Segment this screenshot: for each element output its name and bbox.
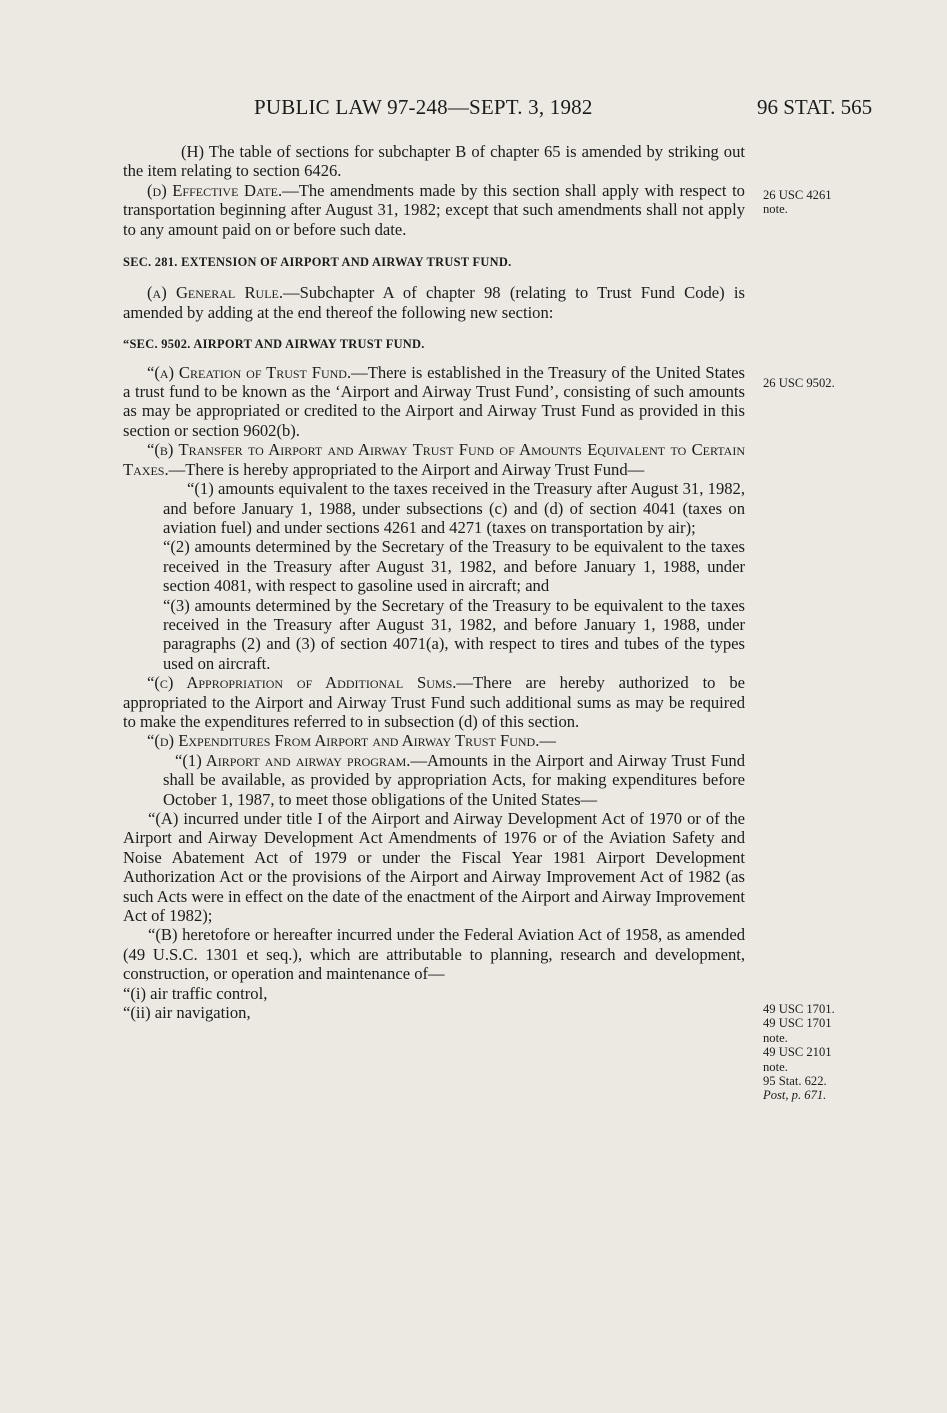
paragraph-general-rule <box>123 283 745 322</box>
appropriation-lead: “(c) Appropriation of Additional Sums. <box>147 673 457 693</box>
general-rule-text: —Subchapter A of chapter 98 (relating to Trust Fund Code) is amended by adding at the end thereof the following new section: <box>123 283 745 322</box>
paragraph-b1: “(1) amounts equivalent to the taxes received in the Treasury after August 31, 1982, and before January 1, 1988, under subsections (c) and (d) of section 4041 (taxes on aviation fuel) and under sections 4261 and 4271 (taxes on transportation by air); <box>163 479 745 537</box>
expenditures-dash: — <box>539 731 556 751</box>
paragraph-dA: “(A) incurred under title I of the Airport and Airway Development Act of 1970 or of the Airport and Airway Development Act Amendments of 1976 or of the Aviation Safety and Noise Abatement Act of 1979 or under the Fiscal Year 1981 Airport Development Authorization Act or the provisions of the Airport and Airway Improvement Act of 1982 (as such Acts were in effect on the date of the enactment of the Airport and Airway Improvement Act of 1982); <box>123 809 745 926</box>
effective-date-lead: (d) Effective Date. <box>147 180 283 200</box>
paragraph-b3: “(3) amounts determined by the Secretary of the Treasury to be equivalent to the taxes received in the Treasury after August 31, 1982, and before January 1, 1988, under paragraphs (2) and (3) of section 4071(a), with respect to tires and tubes of the types used on aircraft. <box>163 595 745 673</box>
section-9502-heading: “SEC. 9502. AIRPORT AND AIRWAY TRUST FUND. <box>123 337 425 352</box>
margin-note-line: 49 USC 1701. <box>763 1002 835 1016</box>
margin-note-26-usc-4261 <box>763 188 832 216</box>
margin-note-26-usc-9502 <box>763 376 835 390</box>
paragraph-di: “(i) air traffic control, <box>123 983 268 1003</box>
margin-note-line <box>763 1088 835 1102</box>
margin-note-line: 49 USC 2101 <box>763 1045 832 1060</box>
main-text-column <box>123 142 745 1022</box>
paragraph-dB: “(B) heretofore or hereafter incurred under the Federal Aviation Act of 1958, as amended (49 U.S.C. 1301 et seq.), which are attributable to planning, research and development, construction, or operation and maintenance of— <box>123 925 745 984</box>
paragraph-b-transfer <box>123 440 745 479</box>
paragraph-c-appropriation <box>123 673 745 731</box>
margin-note-line: 95 Stat. 622. <box>763 1074 827 1089</box>
margin-note-line: 49 USC 1701 <box>763 1016 832 1031</box>
margin-note-49-usc <box>763 1002 835 1103</box>
transfer-text: —There is hereby appropriated to the Airport and Airway Trust Fund— <box>168 459 645 479</box>
margin-note-post-ref: Post, p. 671. <box>763 1088 827 1103</box>
transfer-lead: “(b) Transfer to Airport and Airway Trust Fund of Amounts Equivalent to Certain Taxes. <box>123 440 745 479</box>
paragraph-h: (H) The table of sections for subchapter B of chapter 65 is amended by striking out the item relating to section 6426. <box>123 142 745 181</box>
general-rule-lead: (a) General Rule. <box>147 283 284 303</box>
appropriation-text: —There are hereby authorized to be appropriated to the Airport and Airway Trust Fund such additional sums as may be required to make the expenditures referred to in subsection (d) of this section. <box>123 673 745 731</box>
margin-note-line: note. <box>763 1059 788 1074</box>
paragraph-effective-date <box>123 181 745 239</box>
section-281-heading: SEC. 281. EXTENSION OF AIRPORT AND AIRWAY TRUST FUND. <box>123 255 512 270</box>
creation-text: —There is established in the Treasury of the United States a trust fund to be known as the ‘Airport and Airway Trust Fund’, consisting of such amounts as may be appropriated or credited to the Airport and Airway Trust Fund as provided in this section or section 9602(b). <box>123 362 745 440</box>
paragraph-b2: “(2) amounts determined by the Secretary of the Treasury to be equivalent to the taxes received in the Treasury after August 31, 1982, and before January 1, 1988, under section 4081, with respect to gasoline used in aircraft; and <box>163 537 745 596</box>
paragraph-d1 <box>163 751 745 809</box>
paragraph-d-expenditures <box>123 731 745 750</box>
paragraph-a-creation <box>123 363 745 441</box>
margin-note-line: 26 USC 4261 <box>763 188 832 202</box>
margin-note-line: note. <box>763 202 788 216</box>
d1-text: —Amounts in the Airport and Airway Trust Fund shall be available, as provided by appropriation Acts, for making expenditures before October 1, 1987, to meet those obligations of the United States— <box>163 750 745 809</box>
effective-date-text: —The amendments made by this section shall apply with respect to transportation beginning after August 31, 1982; except that such amendments shall not apply to any amount paid on or before such date. <box>123 180 745 239</box>
margin-note-line: 26 USC 9502. <box>763 376 835 390</box>
margin-note-line: note. <box>763 1030 788 1045</box>
running-header-title: PUBLIC LAW 97-248—SEPT. 3, 1982 <box>254 95 593 119</box>
statute-page-number: 96 STAT. 565 <box>757 95 873 119</box>
paragraph-dii: “(ii) air navigation, <box>123 1003 251 1023</box>
creation-lead: “(a) Creation of Trust Fund. <box>147 362 352 382</box>
expenditures-lead: “(d) Expenditures From Airport and Airway Trust Fund. <box>147 731 540 751</box>
d1-lead: “(1) Airport and airway program. <box>175 750 411 770</box>
